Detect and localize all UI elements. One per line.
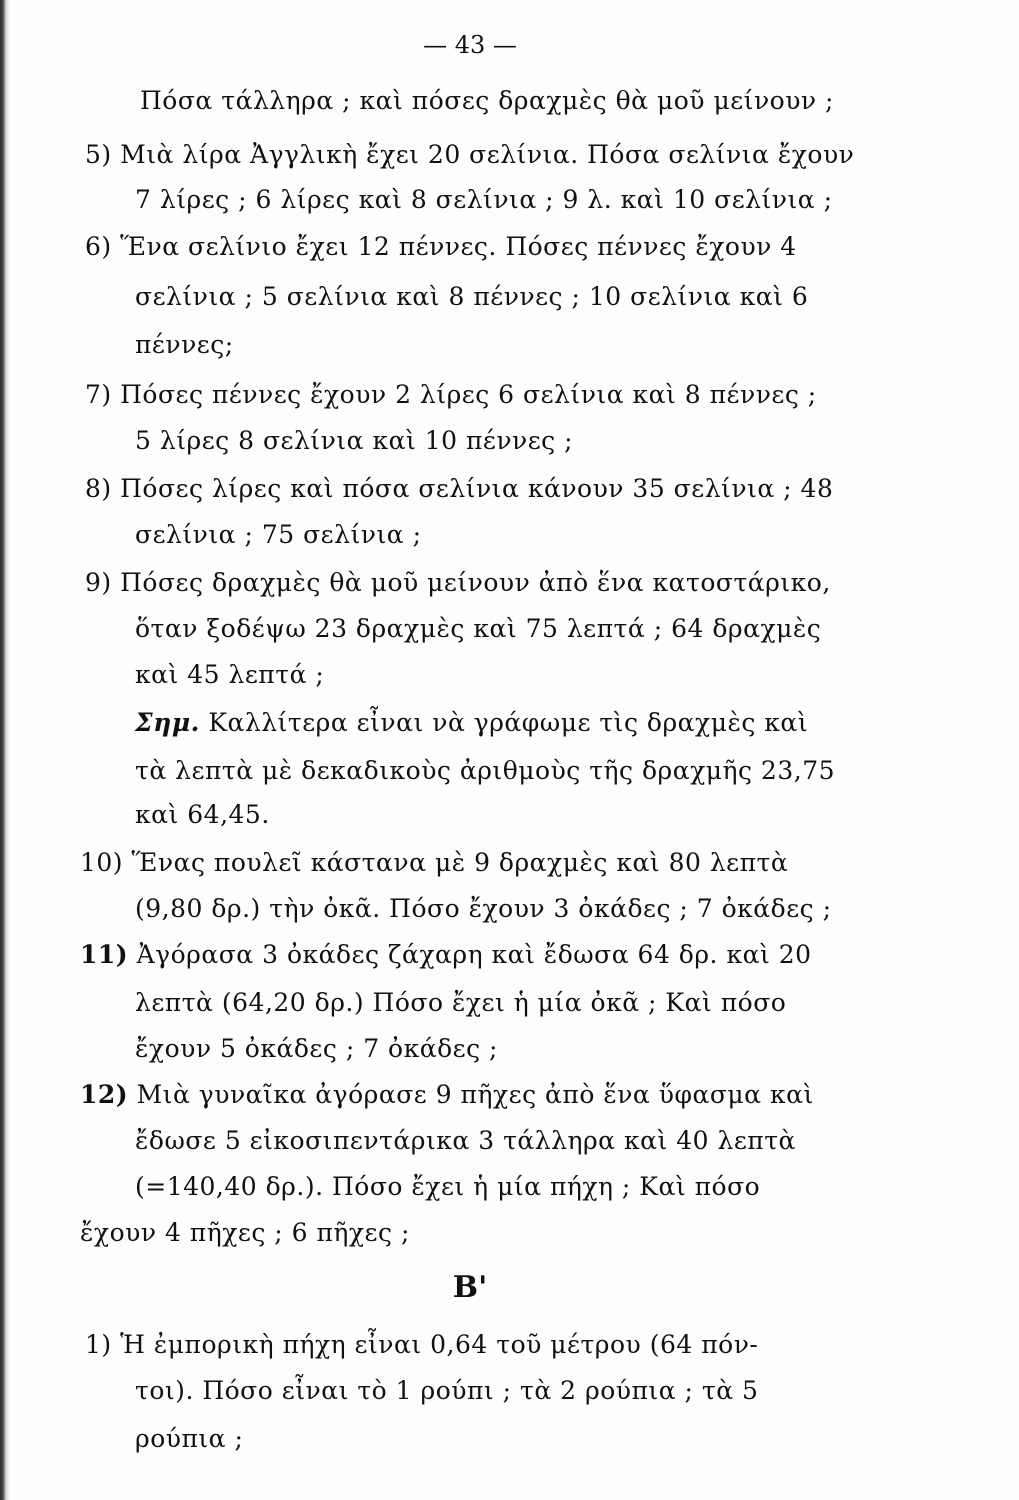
text-line: ἔχουν 5 ὀκάδες ; 7 ὀκάδες ; <box>135 1034 498 1063</box>
text-line: καὶ 64,45. <box>135 800 270 829</box>
exercise-number: 9) <box>85 568 112 597</box>
exercise-number: 11) <box>80 940 129 969</box>
exercise-number: 12) <box>80 1080 129 1109</box>
text-line: πέννες; <box>135 330 234 359</box>
exercise-5: 5) Μιὰ λίρα Ἀγγλικὴ ἔχει 20 σελίνια. Πόσα σελίνια ἔχουν <box>85 140 855 169</box>
text-line: ἔδωσε 5 εἰκοσιπεντάρικα 3 τάλληρα καὶ 40 λεπτὰ <box>135 1126 796 1155</box>
exercise-number: 7) <box>85 380 112 409</box>
exercise-b1: 1) Ἡ ἐμπορικὴ πήχη εἶναι 0,64 τοῦ μέτρου (64 πόν- <box>85 1330 759 1359</box>
exercise-6: 6) Ἕνα σελίνιο ἔχει 12 πέννες. Πόσες πέννες ἔχουν 4 <box>85 232 797 261</box>
text-line: λεπτὰ (64,20 δρ.) Πόσο ἔχει ἡ μία ὀκᾶ ; Καὶ πόσο <box>135 988 787 1017</box>
exercise-11: 11) Ἀγόρασα 3 ὀκάδες ζάχαρη καὶ ἔδωσα 64 δρ. καὶ 20 <box>80 940 812 969</box>
text-line: τὰ λεπτὰ μὲ δεκαδικοὺς ἀριθμοὺς τῆς δραχμῆς 23,75 <box>135 756 836 785</box>
note: Σημ. Καλλίτερα εἶναι νὰ γράφωμε τὶς δραχμὲς καὶ <box>135 708 809 737</box>
exercise-12: 12) Μιὰ γυναῖκα ἀγόρασε 9 πῆχες ἀπὸ ἕνα ὕφασμα καὶ <box>80 1080 814 1109</box>
exercise-8: 8) Πόσες λίρες καὶ πόσα σελίνια κάνουν 35 σελίνια ; 48 <box>85 474 834 503</box>
text-line: τοι). Πόσο εἶναι τὸ 1 ρούπι ; τὰ 2 ρούπια ; τὰ 5 <box>135 1376 759 1405</box>
text-line: 5 λίρες 8 σελίνια καὶ 10 πέννες ; <box>135 426 574 455</box>
exercise-number: 6) <box>85 232 112 261</box>
text-line: (9,80 δρ.) τὴν ὀκᾶ. Πόσο ἔχουν 3 ὀκάδες ; 7 ὀκάδες ; <box>135 894 832 923</box>
text-line: σελίνια ; 5 σελίνια καὶ 8 πέννες ; 10 σελίνια καὶ 6 <box>135 282 809 311</box>
exercise-number: 8) <box>85 474 112 503</box>
note-label: Σημ. <box>135 708 200 737</box>
exercise-10: 10) Ἕνας πουλεῖ κάστανα μὲ 9 δραχμὲς καὶ 80 λεπτὰ <box>80 848 789 877</box>
text-line: ρούπια ; <box>135 1424 244 1453</box>
exercise-7: 7) Πόσες πέννες ἔχουν 2 λίρες 6 σελίνια καὶ 8 πέννες ; <box>85 380 817 409</box>
page-number: — 43 — <box>423 31 517 59</box>
exercise-number: 1) <box>85 1330 112 1359</box>
exercise-number: 10) <box>80 848 124 877</box>
text-line: ἔχουν 4 πῆχες ; 6 πῆχες ; <box>80 1218 410 1247</box>
text-line: 7 λίρες ; 6 λίρες καὶ 8 σελίνια ; 9 λ. καὶ 10 σελίνια ; <box>135 185 833 214</box>
text-line: Πόσα τάλληρα ; καὶ πόσες δραχμὲς θὰ μοῦ μείνουν ; <box>140 86 834 115</box>
section-heading: Β' <box>452 1270 488 1305</box>
exercise-number: 5) <box>85 140 112 169</box>
text-line: σελίνια ; 75 σελίνια ; <box>135 520 422 549</box>
text-line: (=140,40 δρ.). Πόσο ἔχει ἡ μία πήχη ; Καὶ πόσο <box>135 1172 761 1201</box>
exercise-9: 9) Πόσες δραχμὲς θὰ μοῦ μείνουν ἀπὸ ἕνα κατοστάρικο, <box>85 568 831 597</box>
text-line: καὶ 45 λεπτά ; <box>135 660 325 689</box>
text-line: ὅταν ξοδέψω 23 δραχμὲς καὶ 75 λεπτά ; 64 δραχμὲς <box>135 614 822 643</box>
